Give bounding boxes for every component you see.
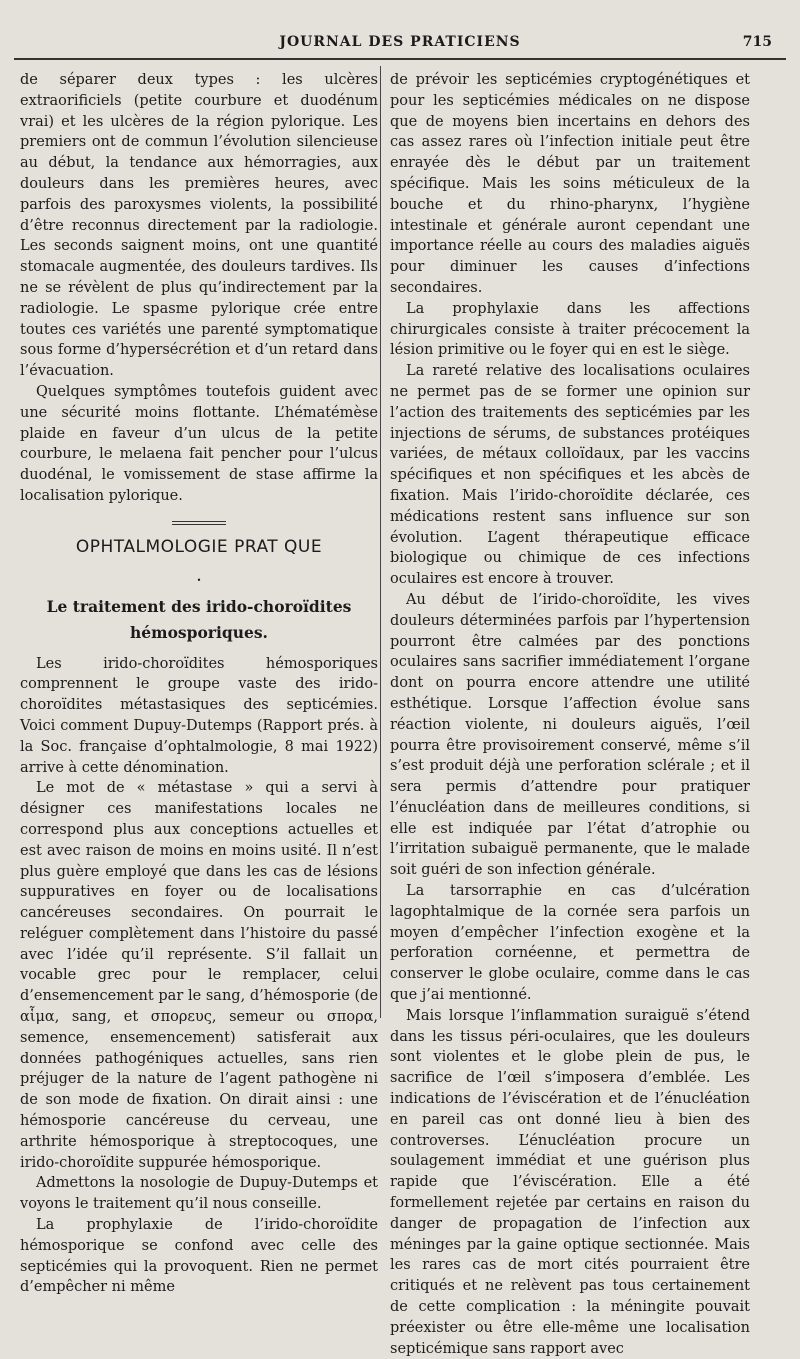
paragraph: Au début de l’irido-choroïdite, les vives douleurs déterminées parfois par l’hypertension pourront être calmées par des ponctions oculaires sans sacrifier immédiatement l’organe dont on pourra encore attendre une utilité esthétique. Lorsque l’affection évolue sans réaction violente, ni douleurs aiguës, l’œil pourra être provisoirement conservé, même s’il s’est produit déjà une perforation sclérale ; et il sera permis d’attendre pour pratiquer l’énucléation dans de meilleures conditions, si elle est indiquée par l’état d’atrophie ou l’irritation subaiguë permanente, que le malade soit guéri de son infection générale.	[390, 591, 750, 879]
paragraph: La prophylaxie de l’irido-choroïdite hémosporique se confond avec celle des septicémies qui la provoquent. Rien ne permet d’empêcher ni même	[20, 1217, 378, 1296]
article-title	[20, 594, 378, 646]
decorative-dot: •	[196, 575, 202, 585]
left-column	[20, 70, 378, 1298]
paragraph: Mais lorsque l’inflammation suraiguë s’étend dans les tissus péri-oculaires, que les douleurs sont violentes et le globe plein de pus, le sacrifice de l’œil s’imposera d’emblée. Les indications de l’éviscération et de l’énucléation en pareil cas ont donné lieu à bien des controverses. L’énucléation procure un soulagement immédiat et une guérison plus rapide que l’éviscération. Elle a été formellement rejetée par certains en raison du danger de propagation de l’infection aux méninges par la gaine optique sectionnée. Mais les rares cas de mort cités pourraient être critiqués et ne relèvent pas tous certainement de cette complication : la méningite pouvait préexister ou être elle-même une localisation septicémique sans rapport avec	[390, 1007, 750, 1357]
journal-title: JOURNAL DES PRATICIENS	[279, 34, 521, 50]
section-title: OPHTALMOLOGIE PRAT QUE	[75, 536, 323, 557]
paragraph: Le mot de « métastase » qui a servi à désigner ces manifestations locales ne correspond plus aux conceptions actuelles et est avec raison de moins en moins usité. Il n’est plus guère employé que dans les cas de lésions suppuratives en foyer ou de localisations cancéreuses secondaires. On pourrait le reléguer complètement dans l’histoire du passé avec l’idée qu’il représente. S’il fallait un vocable grec pour le remplacer, celui d’ensemencement par le sang, d’hémosporie (de αἷμα, sang, et σπορευς, semeur ou σπορα, semence, ensemencement) satisferait aux données pathogéniques actuelles, sans rien préjuger de la nature de l’agent pathogène ni de son mode de fixation. On dirait ainsi : une hémosporie cancéreuse du cerveau, une arthrite hémosporique à streptocoques, une irido-choroïdite suppurée hémosporique.	[20, 780, 378, 1171]
paragraph: de séparer deux types : les ulcères extraorificiels (petite courbure et duodénum vrai) et les ulcères de la région pylorique. Les premiers ont de commun l’évolution silencieuse au début, la tendance aux hémorragies, aux douleurs dans les premières heures, avec parfois des paroxysmes violents, la possibilité d’être reconnus directement par la radiologie. Les seconds saignent moins, ont une quantité stomacale augmentée, des douleurs tardives. Ils ne se révèlent de plus qu’indirectement par la radiologie. Le spasme pylorique crée entre toutes ces variétés une parenté symptomatique sous forme d’hypersécrétion et d’un retard dans l’évacuation.	[20, 72, 378, 380]
article-title-line-1: Le traitement des irido-choroïdites	[46, 596, 352, 616]
paragraph: La prophylaxie dans les affections chirurgicales consiste à traiter précocement la lésion primitive ou le foyer qui en est le siège.	[390, 300, 750, 359]
running-header	[14, 30, 786, 60]
paragraph: de prévoir les septicémies cryptogénétiques et pour les septicémies médicales on ne dispose que de moyens bien incertains en dehors des cas assez rares où l’infection initiale peut être enrayée dès le début par un traitement spécifique. Mais les soins méticuleux de la bouche et du rhino-pharynx, l’hygiène intestinale et générale auront cependant une importance réelle au cours des maladies aiguës pour diminuer les causes d’infections secondaires.	[390, 72, 750, 296]
article-title-line-2: hémosporiques.	[130, 622, 268, 642]
page-number: 715	[742, 34, 772, 50]
paragraph: La tarsorraphie en cas d’ulcération lagophtalmique de la cornée sera parfois un moyen d’empêcher l’infection exogène et la perforation cornéenne, et permettra de conserver le globe oculaire, comme dans le cas que j’ai mentionné.	[390, 883, 750, 1004]
column-rule	[380, 66, 381, 1018]
paragraph: Admettons la nosologie de Dupuy-Dutemps et voyons le traitement qu’il nous conseille.	[20, 1175, 378, 1213]
right-column	[390, 70, 750, 1359]
paragraph: Les irido-choroïdites hémosporiques comprennent le groupe vaste des irido-choroïdites métastasiques des septicémies. Voici comment Dupuy-Dutemps (Rapport prés. à la Soc. française d’ophtalmologie, 8 mai 1922) arrive à cette dénomination.	[20, 655, 378, 776]
paragraph: Quelques symptômes toutefois guident avec une sécurité moins flottante. L’hématémèse plaide en faveur d’un ulcus de la petite courbure, le melaena fait pencher pour l’ulcus duodénal, le vomissement de stase affirme la localisation pylorique.	[20, 383, 378, 504]
paragraph: La rareté relative des localisations oculaires ne permet pas de se former une opinion sur l’action des traitements des septicémies par les injections de sérums, de substances protéiques variées, de métaux colloïdaux, par les vaccins spécifiques et non spécifiques et les abcès de fixation. Mais l’irido-choroïdite déclarée, ces médications restent sans influence sur son évolution. L’agent thérapeutique efficace biologique ou chimique de ces infections oculaires est encore à trouver.	[390, 363, 750, 588]
section-divider	[172, 521, 226, 525]
